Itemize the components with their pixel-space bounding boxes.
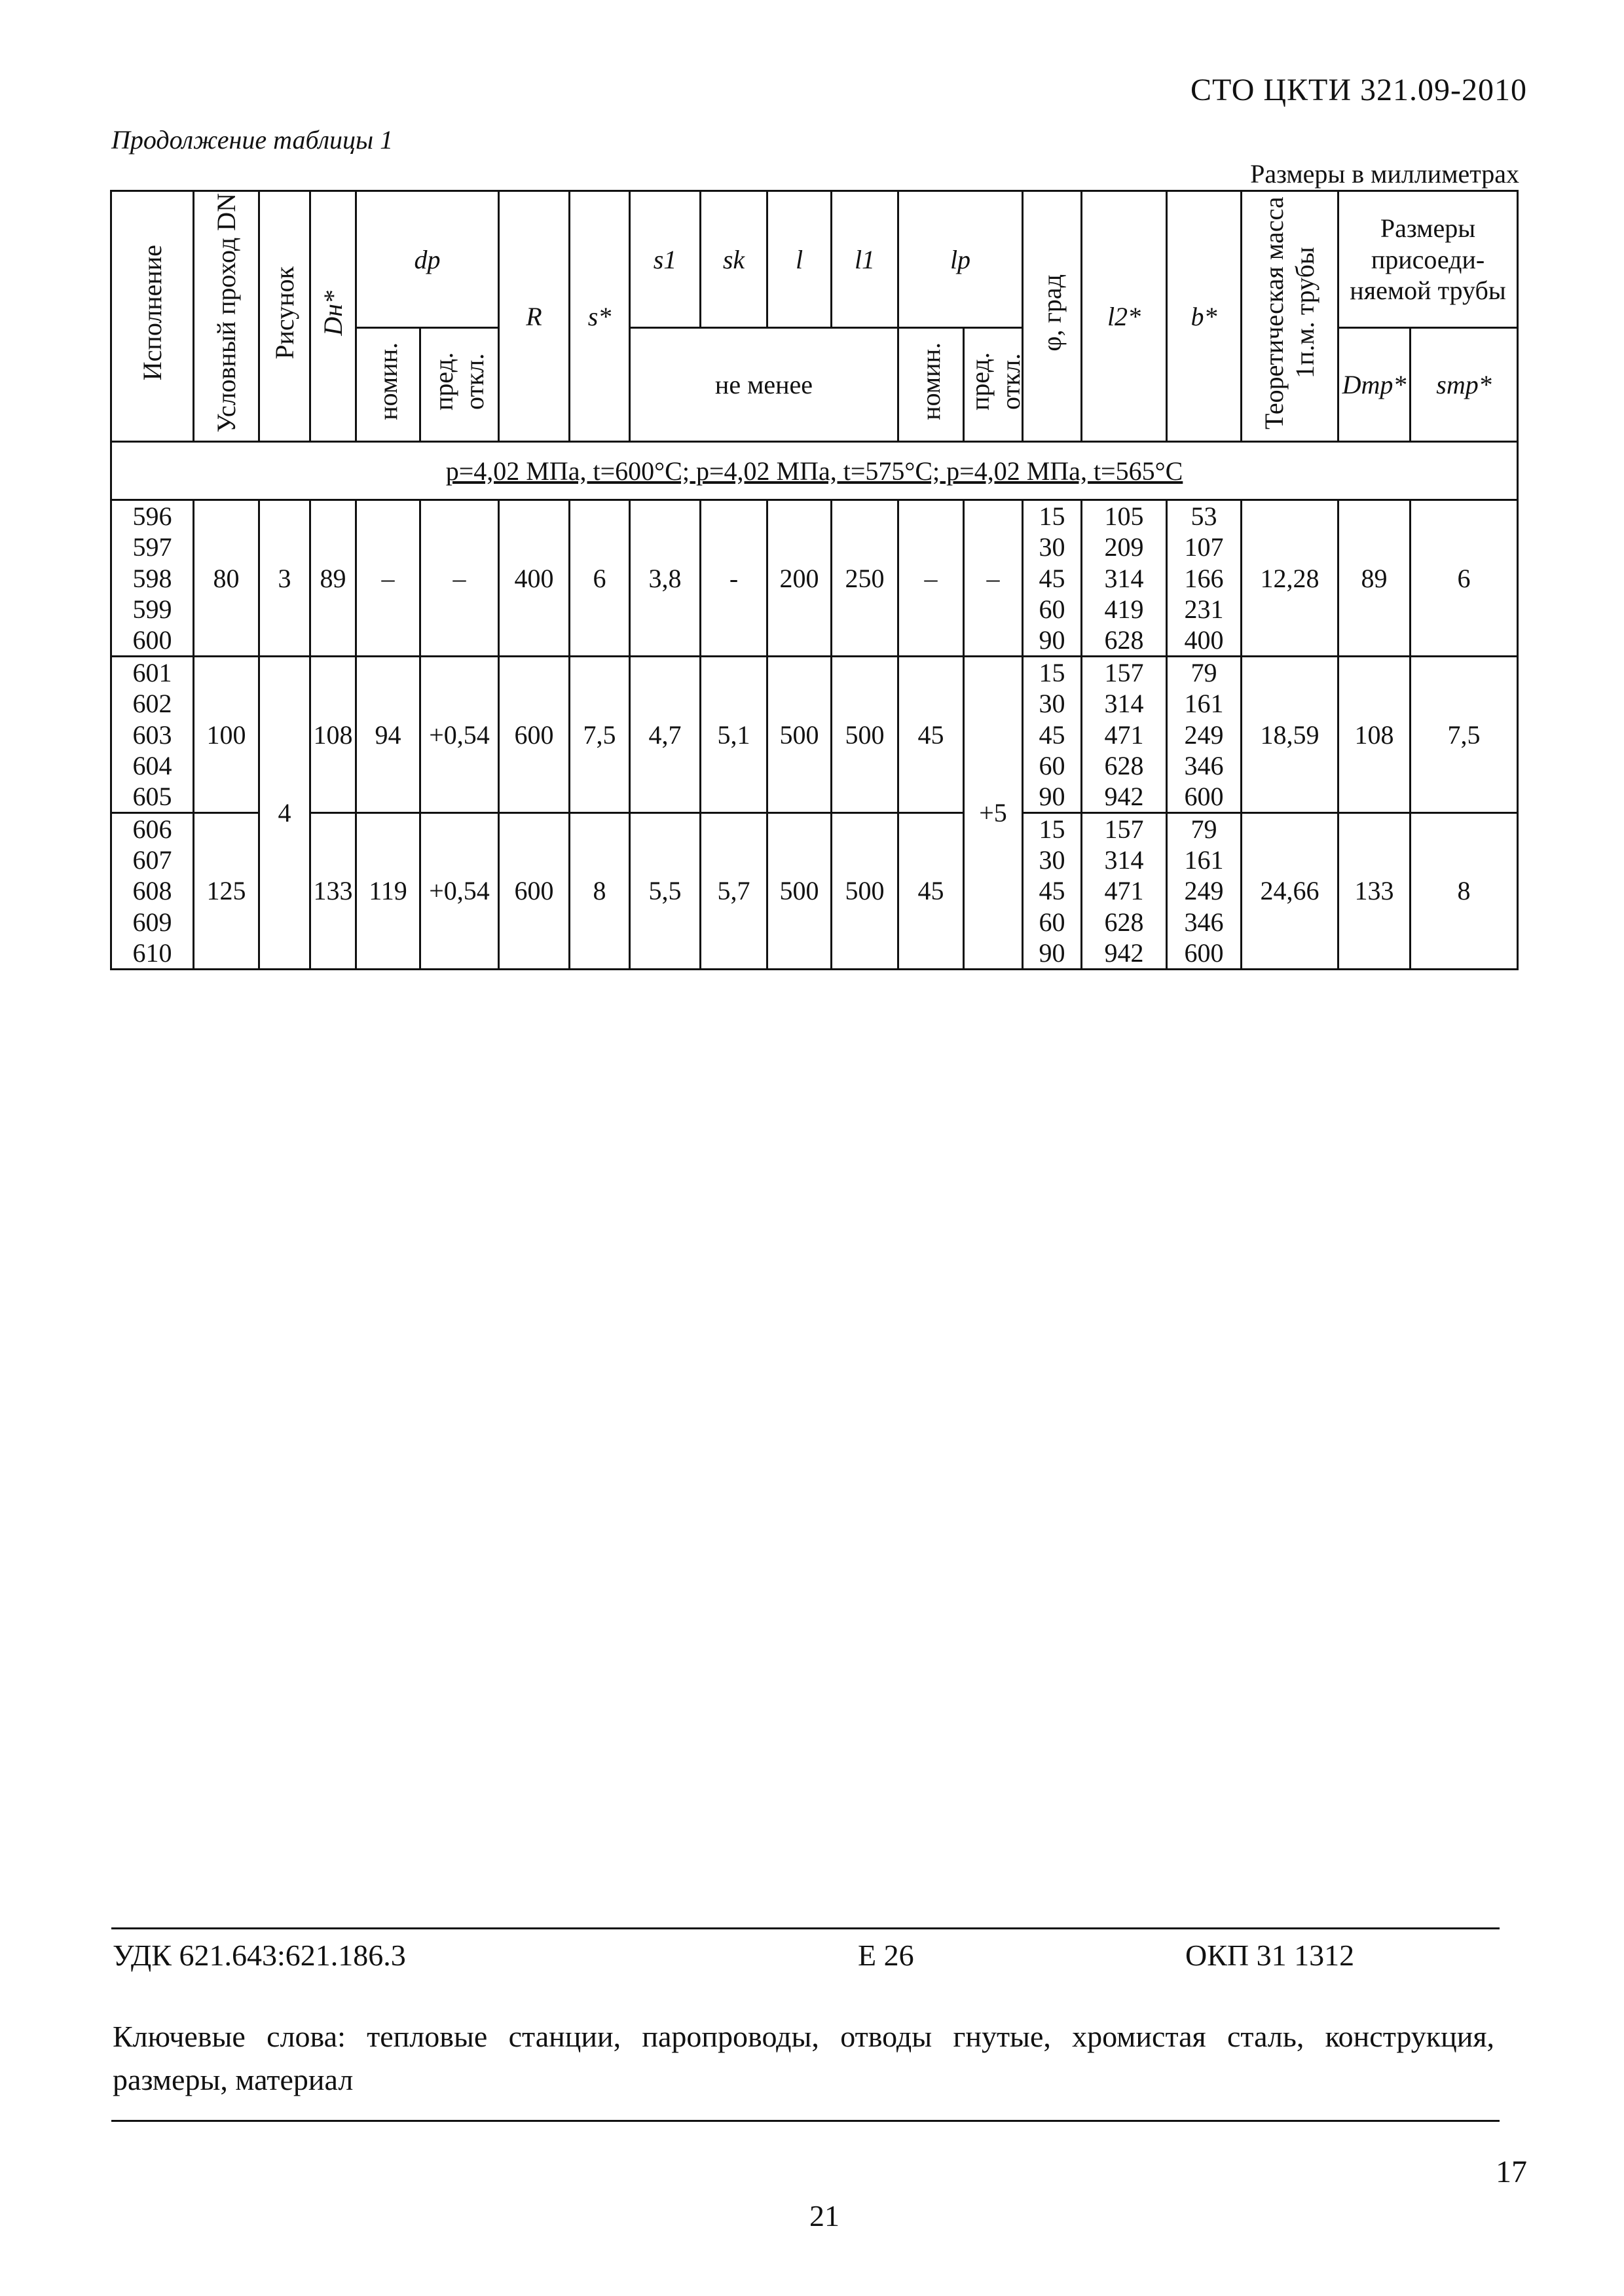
dn-cell: 80 [194, 500, 259, 657]
dn-cell: 100 [194, 657, 259, 813]
dtr-cell: 89 [1338, 500, 1411, 657]
table-continuation-title: Продолжение таблицы 1 [111, 125, 394, 155]
dimensions-table [110, 190, 1519, 970]
dn-cell: 125 [194, 813, 259, 970]
l2-cell: 105 209 314 419 628 [1082, 500, 1167, 657]
col-s1: s1 [630, 191, 701, 328]
sk-cell: 5,1 [701, 657, 767, 813]
b-cell: 79 161 249 346 600 [1167, 657, 1242, 813]
fig-cell: 3 [259, 500, 310, 657]
fig-cell-merged: 4 [259, 657, 310, 970]
col-l2: l2* [1082, 191, 1167, 442]
footer-top-rule [111, 1927, 1500, 1929]
s1-cell: 4,7 [630, 657, 701, 813]
col-phi: φ, град [1023, 191, 1082, 442]
str-cell: 7,5 [1411, 657, 1518, 813]
dtr-cell: 108 [1338, 657, 1411, 813]
l1-cell: 500 [832, 813, 898, 970]
l-cell: 500 [767, 657, 832, 813]
r-cell: 400 [499, 500, 570, 657]
col-dn-outer: Dн* [310, 191, 356, 442]
l2-cell: 157 314 471 628 942 [1082, 813, 1167, 970]
col-ispolnenie: Исполнение [111, 191, 194, 442]
table-row [111, 657, 1518, 813]
l1-cell: 500 [832, 657, 898, 813]
s1-cell: 5,5 [630, 813, 701, 970]
col-ne-menee: не менее [630, 328, 898, 442]
lp-nom-cell: 45 [898, 657, 964, 813]
page-number-bottom: 21 [809, 2199, 840, 2232]
col-dp: dp [356, 191, 499, 328]
col-b: b* [1167, 191, 1242, 442]
phi-cell: 15 30 45 60 90 [1023, 813, 1082, 970]
col-lp: lp [898, 191, 1023, 328]
dp-dev-cell: +0,54 [420, 657, 499, 813]
ids-cell: 606 607 608 609 610 [111, 813, 194, 970]
str-cell: 8 [1411, 813, 1518, 970]
col-sk: sk [701, 191, 767, 328]
l-cell: 200 [767, 500, 832, 657]
dn-outer-cell: 89 [310, 500, 356, 657]
dp-nom-cell: – [356, 500, 420, 657]
col-lp-nom: номин. [898, 328, 964, 442]
col-s: s* [570, 191, 630, 442]
col-dn: Условный проход DN [194, 191, 259, 442]
dp-nom-cell: 119 [356, 813, 420, 970]
okp-code: ОКП 31 1312 [1185, 1939, 1355, 1972]
phi-cell: 15 30 45 60 90 [1023, 500, 1082, 657]
s1-cell: 3,8 [630, 500, 701, 657]
col-lp-dev: пред. откл. [964, 328, 1023, 442]
ids-cell: 596 597 598 599 600 [111, 500, 194, 657]
col-r: R [499, 191, 570, 442]
e26-code: Е 26 [858, 1939, 914, 1972]
col-l: l [767, 191, 832, 328]
b-cell: 79 161 249 346 600 [1167, 813, 1242, 970]
str-cell: 6 [1411, 500, 1518, 657]
col-pipe: Размеры присоеди-няемой трубы [1338, 191, 1518, 328]
col-dp-dev: пред. откл. [420, 328, 499, 442]
r-cell: 600 [499, 657, 570, 813]
table-row [111, 813, 1518, 970]
table-row [111, 500, 1518, 657]
lp-nom-cell: – [898, 500, 964, 657]
dn-outer-cell: 133 [310, 813, 356, 970]
lp-dev-cell: – [964, 500, 1023, 657]
conditions-row: p=4,02 МПа, t=600°С; p=4,02 МПа, t=575°С; p=4,02 МПа, t=565°С [111, 442, 1518, 500]
dn-outer-cell: 108 [310, 657, 356, 813]
r-cell: 600 [499, 813, 570, 970]
b-cell: 53 107 166 231 400 [1167, 500, 1242, 657]
col-dtr: Dтр* [1338, 328, 1411, 442]
dp-dev-cell: +0,54 [420, 813, 499, 970]
sk-cell: - [701, 500, 767, 657]
lp-dev-cell-merged: +5 [964, 657, 1023, 970]
keywords: Ключевые слова: тепловые станции, паропроводы, отводы гнутые, хромистая сталь, конструкция, размеры, материал [113, 2020, 1494, 2096]
sk-cell: 5,7 [701, 813, 767, 970]
col-risunok: Рисунок [259, 191, 310, 442]
l2-cell: 157 314 471 628 942 [1082, 657, 1167, 813]
ids-cell: 601 602 603 604 605 [111, 657, 194, 813]
col-dp-nom: номин. [356, 328, 420, 442]
col-l1: l1 [832, 191, 898, 328]
footer-bottom-rule [111, 2120, 1500, 2122]
lp-nom-cell: 45 [898, 813, 964, 970]
col-str: sтр* [1411, 328, 1518, 442]
page-number-right: 17 [1496, 2155, 1527, 2189]
col-mass: Теоретическая масса 1п.м. трубы [1242, 191, 1338, 442]
s-cell: 8 [570, 813, 630, 970]
mass-cell: 12,28 [1242, 500, 1338, 657]
dp-nom-cell: 94 [356, 657, 420, 813]
document-code: СТО ЦКТИ 321.09-2010 [1190, 73, 1527, 107]
mass-cell: 18,59 [1242, 657, 1338, 813]
phi-cell: 15 30 45 60 90 [1023, 657, 1082, 813]
s-cell: 6 [570, 500, 630, 657]
l1-cell: 250 [832, 500, 898, 657]
mass-cell: 24,66 [1242, 813, 1338, 970]
l-cell: 500 [767, 813, 832, 970]
units-note: Размеры в миллиметрах [1250, 159, 1519, 189]
s-cell: 7,5 [570, 657, 630, 813]
dp-dev-cell: – [420, 500, 499, 657]
dtr-cell: 133 [1338, 813, 1411, 970]
udk-code: УДК 621.643:621.186.3 [113, 1939, 406, 1972]
